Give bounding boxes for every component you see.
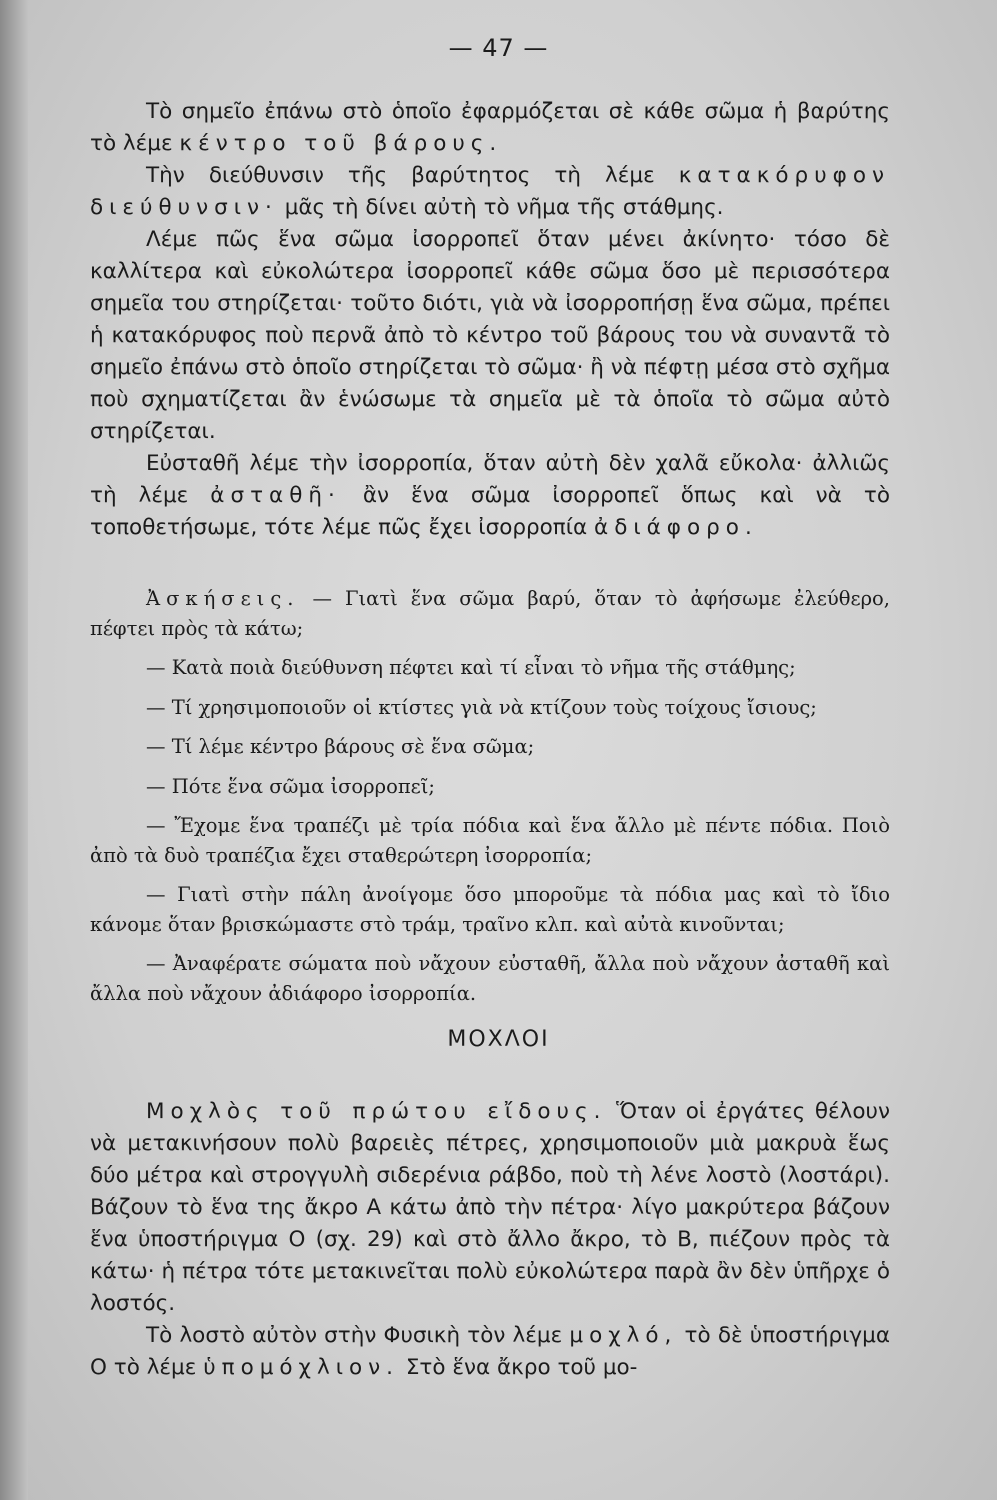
page-edge-shadow	[0, 0, 28, 1500]
lever-paragraph-2-text-c: Στὸ ἕνα ἄκρο τοῦ μο-	[405, 1355, 638, 1380]
lever-paragraph-1	[90, 1096, 890, 1320]
exercise-8: — Ἀναφέρατε σώματα ποὺ νἄχουν εὐσταθῆ, ἄλλα ποὺ νἄχουν ἀσταθῆ καὶ ἄλλα ποὺ νἄχουν ἀδιάφορο ἰσορροπία.	[90, 952, 890, 1005]
paragraph-1-text: Τὸ σημεῖο ἐπάνω στὸ ὁποῖο ἐφαρμόζεται σὲ κάθε σῶμα ἡ βαρύτης τὸ λέμε	[90, 99, 890, 156]
section-levers	[90, 1096, 890, 1384]
term-fulcrum: ὑπομόχλιον.	[203, 1355, 399, 1380]
paragraph-2-text-b: μᾶς τὴ δίνει αὐτὴ τὸ νῆμα τῆς στάθμης.	[284, 195, 724, 220]
section-heading-levers: ΜΟΧΛΟΙ	[447, 1027, 550, 1052]
lever-paragraph-2	[90, 1320, 890, 1384]
paragraph-2	[90, 160, 890, 224]
exercise-6: — Ἔχομε ἕνα τραπέζι μὲ τρία πόδια καὶ ἕνα ἄλλο μὲ πέντε πόδια. Ποιὸ ἀπὸ τὰ δυὸ τραπέζια ἔχει σταθερώτερη ἰσορροπία;	[90, 814, 890, 867]
paragraph-4-text-b: ἂν ἕνα σῶμα ἰσορροπεῖ ὅπως καὶ νὰ τὸ τοποθετήσωμε, τότε λέμε πῶς ἔχει ἰσορροπία	[90, 483, 890, 540]
exercise-3: — Τί χρησιμοποιοῦν οἱ κτίστες γιὰ νὰ κτίζουν τοὺς τοίχους ἴσιους;	[146, 695, 817, 719]
lever-paragraph-2-text-a: Τὸ λοστὸ αὐτὸν στὴν Φυσικὴ τὸν λέμε	[146, 1323, 563, 1348]
exercises-section	[90, 584, 890, 1018]
term-lever: μοχλό,	[569, 1323, 678, 1348]
page-number: — 47 —	[448, 34, 549, 62]
section-center-of-gravity	[90, 96, 890, 544]
exercise-2: — Κατὰ ποιὰ διεύθυνση πέφτει καὶ τί εἶναι τὸ νῆμα τῆς στάθμης;	[146, 656, 796, 679]
lever-paragraph-1-text: Ὅταν οἱ ἐργάτες θέλουν νὰ μετακινήσουν πολὺ βαρειὲς πέτρες, χρησιμοποιοῦν μιὰ μακρυὰ ἕως δύο μέτρα καὶ στρογγυλὴ σιδερένια ράβδο, ποὺ τὴ λένε λοστὸ (λοστάρι). Βάζουν τὸ ἕνα της ἄκρο Α κάτω ἀπὸ τὴν πέτρα· λίγο μακρύτερα βάζουν ἕνα ὑποστήριγμα Ο (σχ. 29) καὶ στὸ ἄλλο ἄκρο, τὸ Β, πιέζουν πρὸς τὰ κάτω· ἡ πέτρα τότε μετακινεῖται πολὺ εὐκολώτερα παρὰ ἂν δὲν ὑπῆρχε ὁ λοστός.	[90, 1099, 890, 1316]
exercise-4: — Τί λέμε κέντρο βάρους σὲ ἕνα σῶμα;	[146, 735, 535, 758]
term-unstable: ἀσταθῆ·	[210, 483, 341, 508]
term-first-class-lever: Μοχλὸς τοῦ πρώτου εἴδους.	[146, 1099, 607, 1124]
exercise-5: — Πότε ἕνα σῶμα ἰσορροπεῖ;	[146, 774, 435, 798]
exercise-1-text: — Γιατὶ ἕνα σῶμα βαρύ, ὅταν τὸ ἀφήσωμε ἐλεύθερο, πέφτει πρὸς τὰ κάτω;	[90, 587, 890, 640]
paragraph-3: Λέμε πῶς ἕνα σῶμα ἰσορροπεῖ ὅταν μένει ἀκίνητο· τόσο δὲ καλλίτερα καὶ εὐκολώτερα ἰσορροπεῖ κάθε σῶμα ὅσο μὲ περισσότερα σημεῖα του στηρίζεται· τοῦτο διότι, γιὰ νὰ ἰσορροπήσῃ ἕνα σῶμα, πρέπει ἡ κατακόρυφος ποὺ περνᾶ ἀπὸ τὸ κέντρο τοῦ βάρους του νὰ συναντᾶ τὸ σημεῖο ἐπάνω στὸ ὁποῖο στηρίζεται τὸ σῶμα· ἢ νὰ πέφτῃ μέσα στὸ σχῆμα ποὺ σχηματίζεται ἂν ἑνώσωμε τὰ σημεῖα μὲ τὰ ὁποῖα τὸ σῶμα αὐτὸ στηρίζεται.	[90, 227, 890, 444]
exercise-1	[90, 584, 890, 643]
term-neutral: ἀδιάφορο.	[594, 515, 758, 540]
exercises-label: Ἀσκήσεις.	[146, 587, 300, 610]
term-center-of-gravity: κέντρο τοῦ βάρους.	[179, 131, 503, 156]
exercise-7: — Γιατὶ στὴν πάλη ἀνοίγομε ὅσο μποροῦμε τὰ πόδια μας καὶ τὸ ἴδιο κάνομε ὅταν βρισκώμαστε στὸ τράμ, τραῖνο κλπ. καὶ αὐτὰ κινοῦνται;	[90, 883, 890, 936]
term-vertical-direction: κατακόρυφον διεύθυνσιν·	[90, 163, 890, 220]
paragraph-4	[90, 448, 890, 544]
paragraph-2-text-a: Τὴν διεύθυνσιν τῆς βαρύτητος τὴ λέμε	[146, 163, 655, 188]
paragraph-4-text-a: Εὐσταθῆ λέμε τὴν ἰσορροπία, ὅταν αὐτὴ δὲν χαλᾶ εὔκολα· ἀλλιῶς τὴ λέμε	[90, 451, 890, 508]
paragraph-1	[90, 96, 890, 160]
lever-paragraph-2-text-b: τὸ δὲ ὑποστήριγμα Ο τὸ λέμε	[90, 1323, 891, 1380]
